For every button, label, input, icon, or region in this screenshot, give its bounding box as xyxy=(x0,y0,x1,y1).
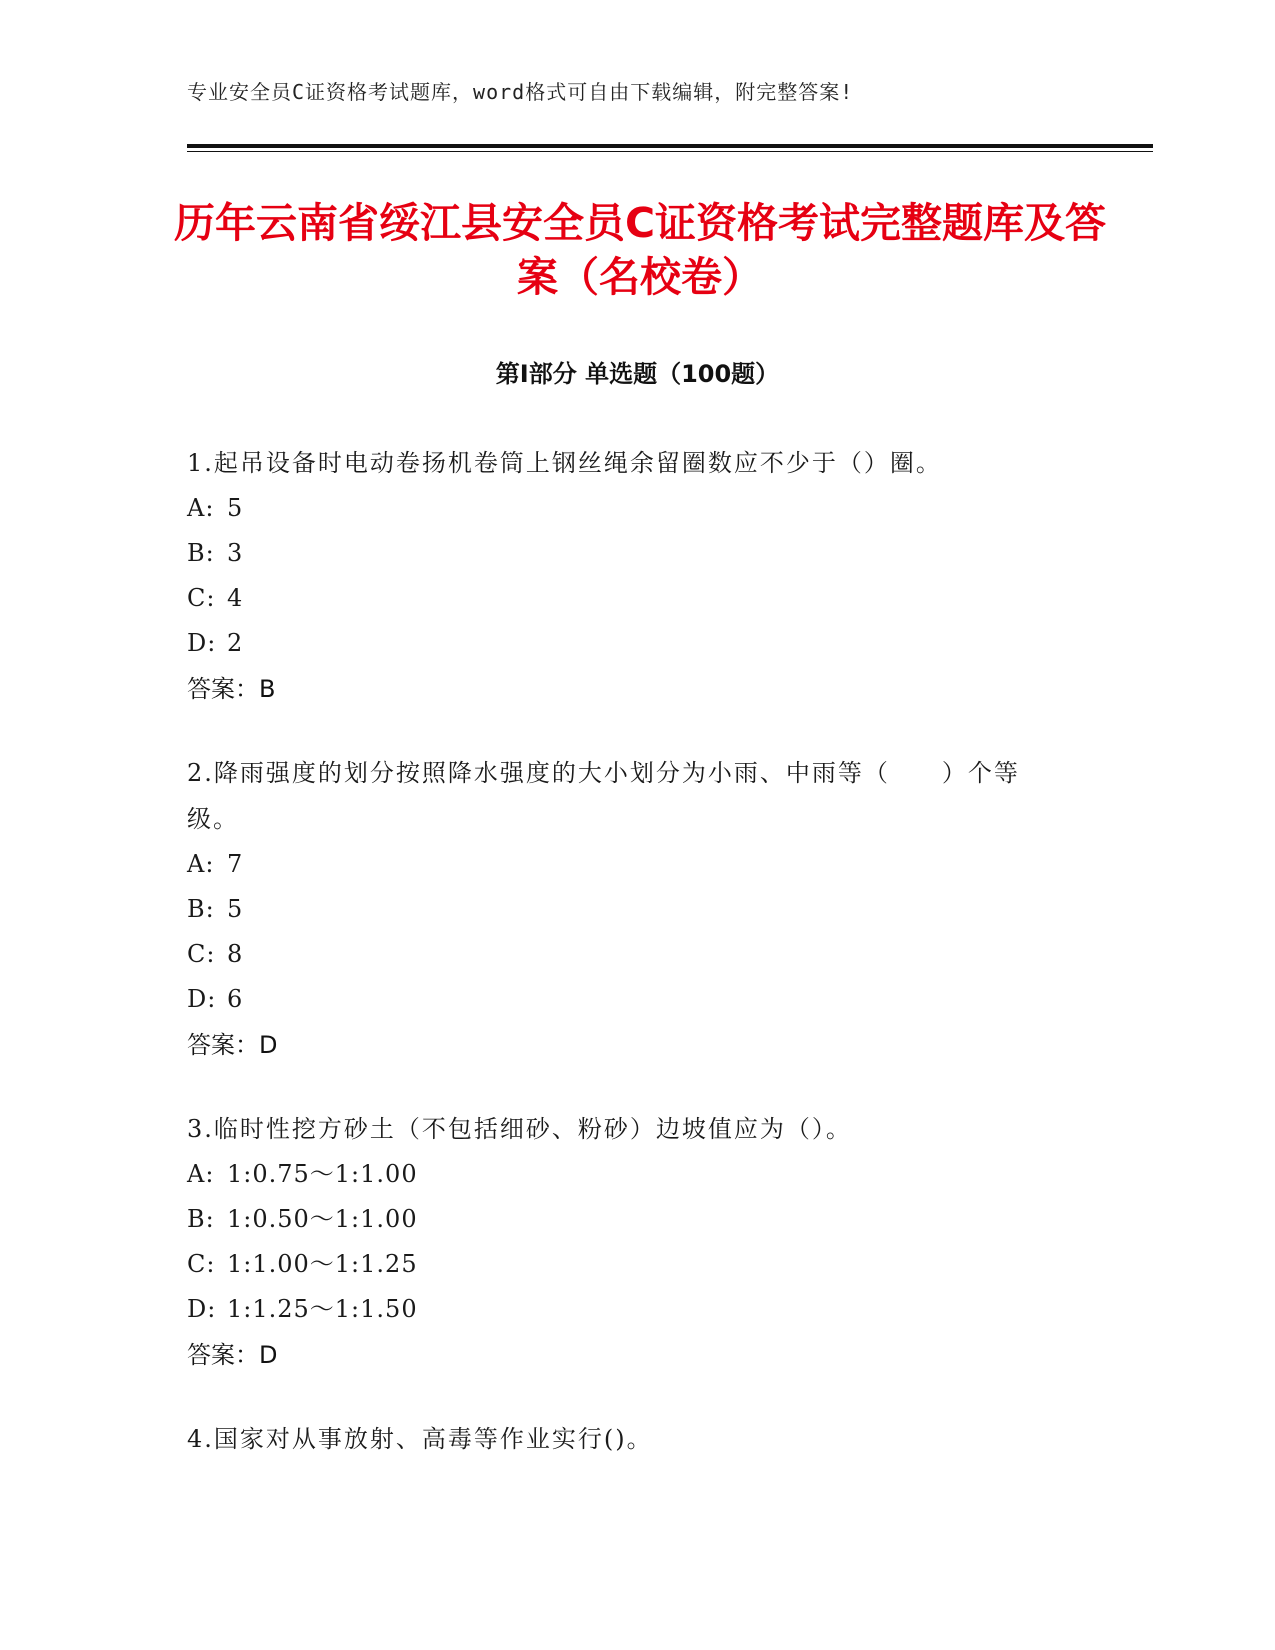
option-letter: D: xyxy=(187,985,217,1013)
option-a xyxy=(187,1152,1087,1197)
option-letter: B: xyxy=(187,1205,215,1233)
header-divider-thick xyxy=(187,144,1153,148)
option-c xyxy=(187,932,1087,977)
answer-line: 答案：D xyxy=(187,1031,278,1059)
answer-line: 答案：B xyxy=(187,675,276,703)
option-c xyxy=(187,1242,1087,1287)
option-letter: B: xyxy=(187,895,215,923)
option-letter: A: xyxy=(187,494,215,522)
question-list xyxy=(187,440,1087,1500)
option-letter: C: xyxy=(187,940,216,968)
option-letter: B: xyxy=(187,539,215,567)
option-b xyxy=(187,887,1087,932)
option-text: 8 xyxy=(227,940,244,968)
option-letter: A: xyxy=(187,1160,215,1188)
section-heading: 第Ⅰ部分 单选题（100题） xyxy=(495,360,780,388)
question-stem: 2.降雨强度的划分按照降水强度的大小划分为小雨、中雨等（ ）个等级。 xyxy=(187,759,1020,833)
option-d xyxy=(187,621,1087,666)
answer-line: 答案：D xyxy=(187,1341,278,1369)
option-text: 7 xyxy=(227,850,244,878)
option-text: 1:0.75～1:1.00 xyxy=(227,1160,418,1188)
option-text: 2 xyxy=(227,629,244,657)
option-text: 6 xyxy=(227,985,244,1013)
option-letter: C: xyxy=(187,584,216,612)
question-item xyxy=(187,1416,1087,1462)
question-item xyxy=(187,750,1087,1068)
question-stem: 1.起吊设备时电动卷扬机卷筒上钢丝绳余留圈数应不少于（）圈。 xyxy=(187,449,942,477)
option-text: 5 xyxy=(227,494,244,522)
question-item xyxy=(187,440,1087,712)
question-stem: 4.国家对从事放射、高毒等作业实行()。 xyxy=(187,1425,653,1453)
option-text: 3 xyxy=(227,539,244,567)
option-d xyxy=(187,1287,1087,1332)
question-item xyxy=(187,1106,1087,1378)
option-text: 1:1.25～1:1.50 xyxy=(227,1295,418,1323)
document-title: 历年云南省绥江县安全员C证资格考试完整题库及答案（名校卷） xyxy=(173,199,1107,301)
header-note: 专业安全员C证资格考试题库，word格式可自由下载编辑，附完整答案! xyxy=(187,80,854,104)
option-letter: C: xyxy=(187,1250,216,1278)
option-d xyxy=(187,977,1087,1022)
option-c xyxy=(187,576,1087,621)
option-a xyxy=(187,842,1087,887)
option-letter: D: xyxy=(187,629,217,657)
option-text: 5 xyxy=(227,895,244,923)
question-stem: 3.临时性挖方砂土（不包括细砂、粉砂）边坡值应为（）。 xyxy=(187,1115,852,1143)
option-text: 4 xyxy=(227,584,244,612)
option-text: 1:0.50～1:1.00 xyxy=(227,1205,418,1233)
option-text: 1:1.00～1:1.25 xyxy=(227,1250,418,1278)
option-letter: A: xyxy=(187,850,215,878)
header-divider-thin xyxy=(187,151,1153,152)
option-a xyxy=(187,486,1087,531)
option-b xyxy=(187,1197,1087,1242)
option-letter: D: xyxy=(187,1295,217,1323)
option-b xyxy=(187,531,1087,576)
